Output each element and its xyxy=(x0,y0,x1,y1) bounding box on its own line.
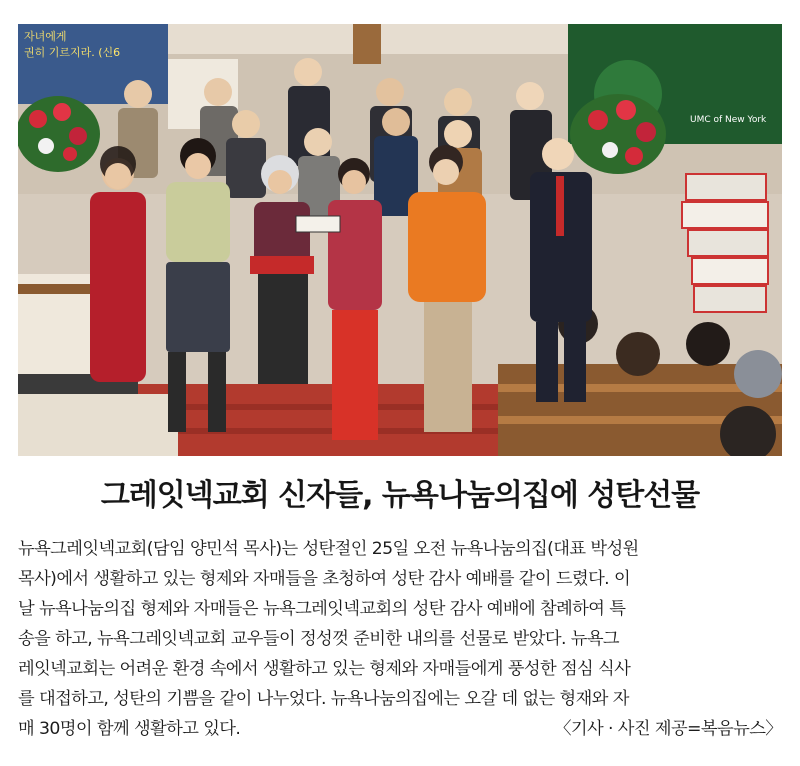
body-line: 송을 하고, 뉴욕그레잇넥교회 교우들이 정성껏 준비한 내의를 선물로 받았다. 뉴욕그 xyxy=(18,629,620,649)
article-body xyxy=(18,534,782,744)
right-flowers xyxy=(570,94,666,174)
body-line: 목사)에서 생활하고 있는 형제와 자매들을 초청하여 성탄 감사 예배를 같이 드렸다. 이 xyxy=(18,569,631,589)
body-last-line xyxy=(18,714,782,744)
article-photo xyxy=(18,24,782,456)
article-headline: 그레잇넥교회 신자들, 뉴욕나눔의집에 성탄선물 xyxy=(100,478,700,513)
body-line: 를 대접하고, 성탄의 기쁨을 같이 나누었다. 뉴욕나눔의집에는 오갈 데 없는 형재와 자 xyxy=(18,689,629,709)
body-line: 날 뉴욕나눔의집 형제와 자매들은 뉴욕그레잇넥교회의 성탄 감사 예배에 참례하여 특 xyxy=(18,599,626,619)
christmas-choir-photo xyxy=(18,24,782,456)
left-flowers xyxy=(18,96,100,172)
photo-credit: 〈기사 · 사진 제공=복음뉴스〉 xyxy=(554,719,782,739)
body-line: 뉴욕그레잇넥교회(담임 양민석 목사)는 성탄절인 25일 오전 뉴욕나눔의집(대표 박성원 xyxy=(18,539,639,559)
svg-text:UMC of New York: UMC of New York xyxy=(690,115,767,125)
svg-text:권히 기르지라. (신6: 권히 기르지라. (신6 xyxy=(24,46,121,59)
gift-boxes xyxy=(682,174,768,312)
body-line: 레잇넥교회는 어려운 환경 속에서 생활하고 있는 형제와 자매들에게 풍성한 점심 식사 xyxy=(18,659,631,679)
svg-text:자녀에게: 자녀에게 xyxy=(24,30,67,43)
body-line: 매 30명이 함께 생활하고 있다. xyxy=(18,719,241,739)
